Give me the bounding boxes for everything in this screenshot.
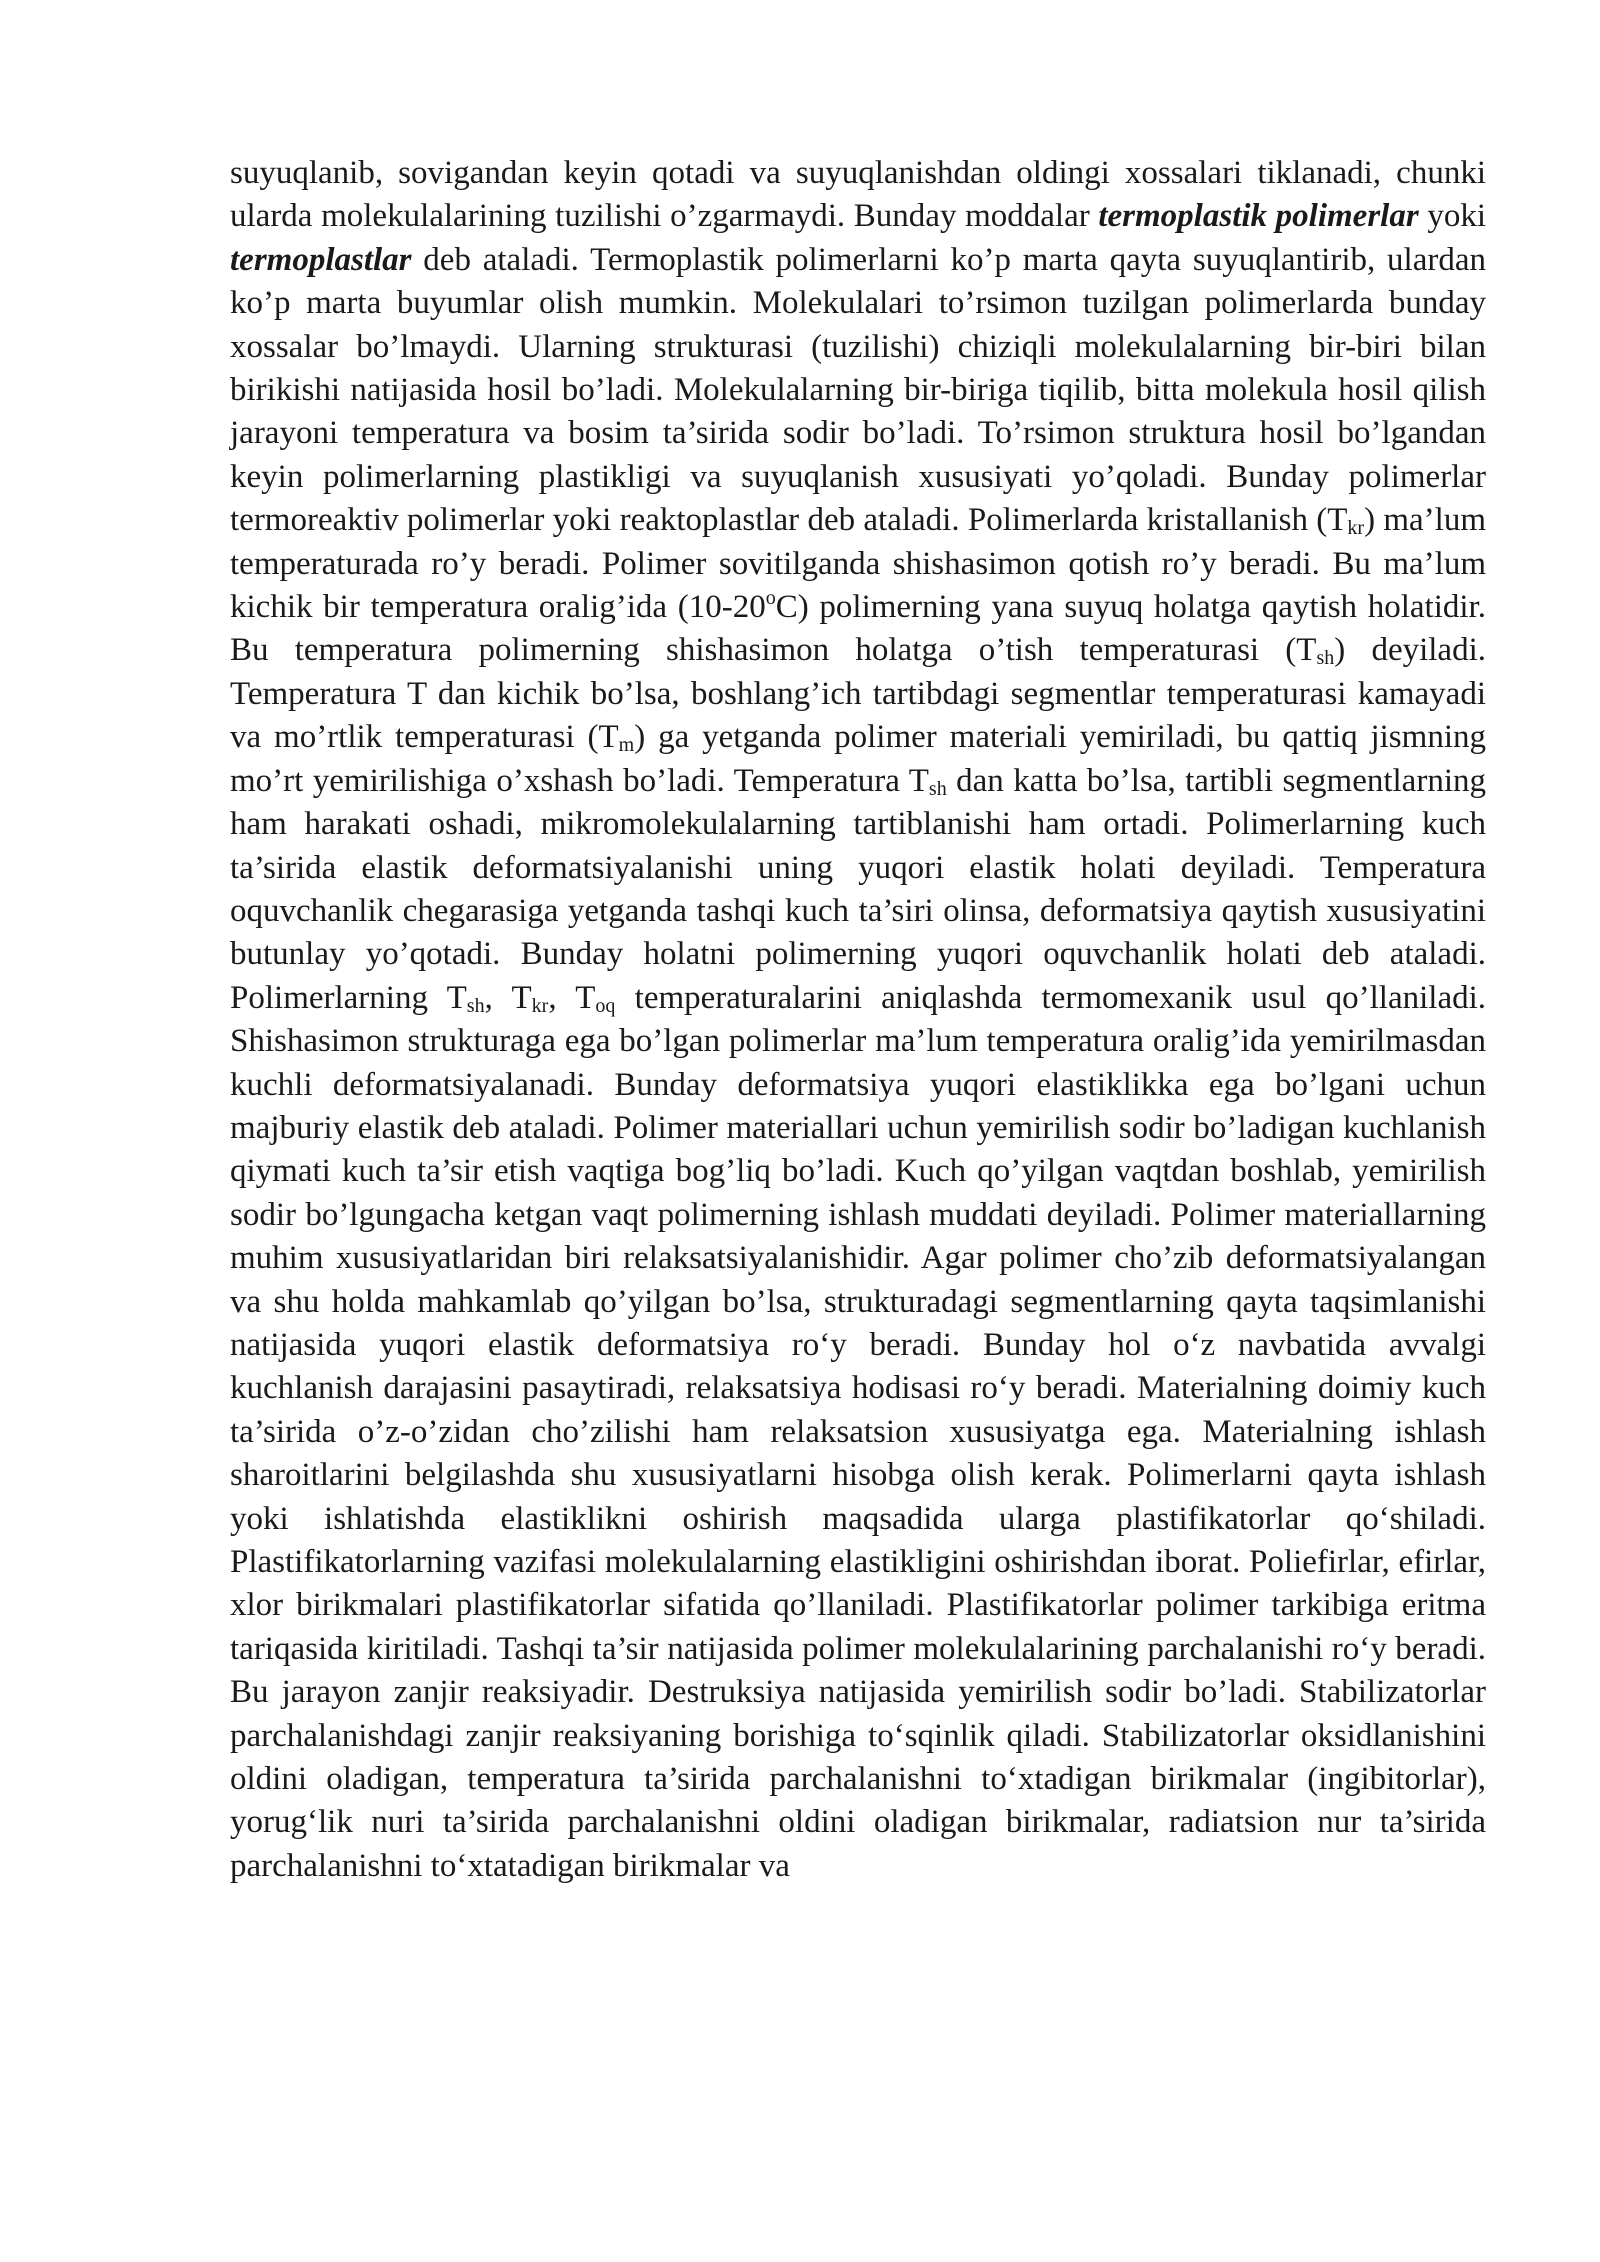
subscript-kr: kr <box>1347 517 1365 540</box>
subscript-m: m <box>618 734 635 757</box>
term-termoplastlar: termoplastlar <box>230 241 412 278</box>
subscript-sh: sh <box>928 777 947 800</box>
body-paragraph <box>230 152 1486 1888</box>
text-run: ) ma’lum temperaturada ro’y beradi. Polimer sovitilganda shishasimon qotish ro’y beradi. Bu ma’lum kichik bir temperatura oralig’ida (10-20 <box>230 502 1486 626</box>
text-run: yoki <box>1418 198 1486 235</box>
text-run: C) polimerning yana suyuq holatga qaytish holatidir. Bu temperatura polimerning shishasimon holatga o’tish temperaturasi (T <box>230 589 1486 669</box>
text-run: , T <box>548 979 596 1016</box>
subscript-sh: sh <box>466 994 485 1017</box>
subscript-kr: kr <box>531 994 549 1017</box>
text-run: suyuqlanib, sovigandan keyin qotadi va suyuqlanishdan oldingi xossalari tiklanadi, chunki ularda molekulalarining tuzilishi o’zgarmaydi. Bunday moddalar <box>230 155 1486 235</box>
text-run: ) ga yetganda polimer materiali yemiriladi, bu qattiq jismning mo’rt yemirilishiga o’xshash bo’ladi. Temperatura T <box>230 719 1486 799</box>
text-run: dan katta bo’lsa, tartibli segmentlarning ham harakati oshadi, mikromolekulalarning tartiblanishi ham ortadi. Polimerlarning kuch ta’sirida elastik deformatsiyalanishi uning yuqori elastik holati deyiladi. Temperatura oquvchanlik chegarasiga yetganda tashqi kuch ta’siri olinsa, deformatsiya qaytish xususiyatini butunlay yo’qotadi. Bunday holatni polimerning yuqori oquvchanlik holati deb ataladi. Polimerlarning T <box>230 762 1486 1016</box>
superscript-degree: o <box>765 587 776 610</box>
text-run: temperaturalarini aniqlashda termomexanik usul qo’llaniladi. Shishasimon strukturaga ega bo’lgan polimerlar ma’lum temperatura oralig’ida yemirilmasdan kuchli deformatsiyalanadi. Bunday deformatsiya yuqori elastiklikka ega bo’lgani uchun majburiy elastik deb ataladi. Polimer materiallari uchun yemirilish sodir bo’ladigan kuchlanish qiymati kuch ta’sir etish vaqtiga bog’liq bo’ladi. Kuch qo’yilgan vaqtdan boshlab, yemirilish sodir bo’lgungacha ketgan vaqt polimerning ishlash muddati deyiladi. Polimer materiallarning muhim xususiyatlaridan biri relaksatsiyalanishidir. Agar polimer cho’zib deformatsiyalangan va shu holda mahkamlab qo’yilgan bo’lsa, strukturadagi segmentlarning qayta taqsimlanishi natijasida yuqori elastik deformatsiya ro‘y beradi. Bunday hol o‘z navbatida avvalgi kuchlanish darajasini pasaytiradi, relaksatsiya hodisasi ro‘y beradi. Materialning doimiy kuch ta’sirida o’z-o’zidan cho’zilishi ham relaksatsion xususiyatga ega. Materialning ishlash sharoitlarini belgilashda shu xususiyatlarni hisobga olish kerak. Polimerlarni qayta ishlash yoki ishlatishda elastiklikni oshirish maqsadida ularga plastifikatorlar qo‘shiladi. Plastifikatorlarning vazifasi molekulalarning elastikligini oshirishdan iborat. Poliefirlar, efirlar, xlor birikmalari plastifikatorlar sifatida qo’llaniladi. Plastifikatorlar polimer tarkibiga eritma tariqasida kiritiladi. Tashqi ta’sir natijasida polimer molekulalarining parchalanishi ro‘y beradi. Bu jarayon zanjir reaksiyadir. Destruksiya natijasida yemirilish sodir bo’ladi. Stabilizatorlar parchalanishdagi zanjir reaksiyaning borishiga to‘sqinlik qiladi. Stabilizatorlar oksidlanishini oldini oladigan, temperatura ta’sirida parchalanishni to‘xtadigan birikmalar (ingibitorlar), yorug‘lik nuri ta’sirida parchalanishni oldini oladigan birikmalar, radiatsion nur ta’sirida parchalanishni to‘xtatadigan birikmalar va <box>230 979 1487 1884</box>
text-run: deb ataladi. Termoplastik polimerlarni ko’p marta qayta suyuqlantirib, ulardan ko’p marta buyumlar olish mumkin. Molekulalari to’rsimon tuzilgan polimerlarda bunday xossalar bo’lmaydi. Ularning strukturasi (tuzilishi) chiziqli molekulalarning bir-biri bilan birikishi natijasida hosil bo’ladi. Molekulalarning bir-biriga tiqilib, bitta molekula hosil qilish jarayoni temperatura va bosim ta’sirida sodir bo’ladi. To’rsimon struktura hosil bo’lgandan keyin polimerlarning plastikligi va suyuqlanish xususiyati yo’qoladi. Bunday polimerlar termoreaktiv polimerlar yoki reaktoplastlar deb ataladi. Polimerlarda kristallanish (T <box>230 241 1486 539</box>
subscript-sh: sh <box>1316 647 1335 670</box>
subscript-oq: oq <box>595 994 616 1017</box>
term-termoplastik-polimerlar: termoplastik polimerlar <box>1098 198 1419 235</box>
text-run: ) deyiladi. Temperatura T dan kichik bo’lsa, boshlang’ich tartibdagi segmentlar temperaturasi kamayadi va mo’rtlik temperaturasi (T <box>230 632 1486 756</box>
text-run: , T <box>484 979 532 1016</box>
